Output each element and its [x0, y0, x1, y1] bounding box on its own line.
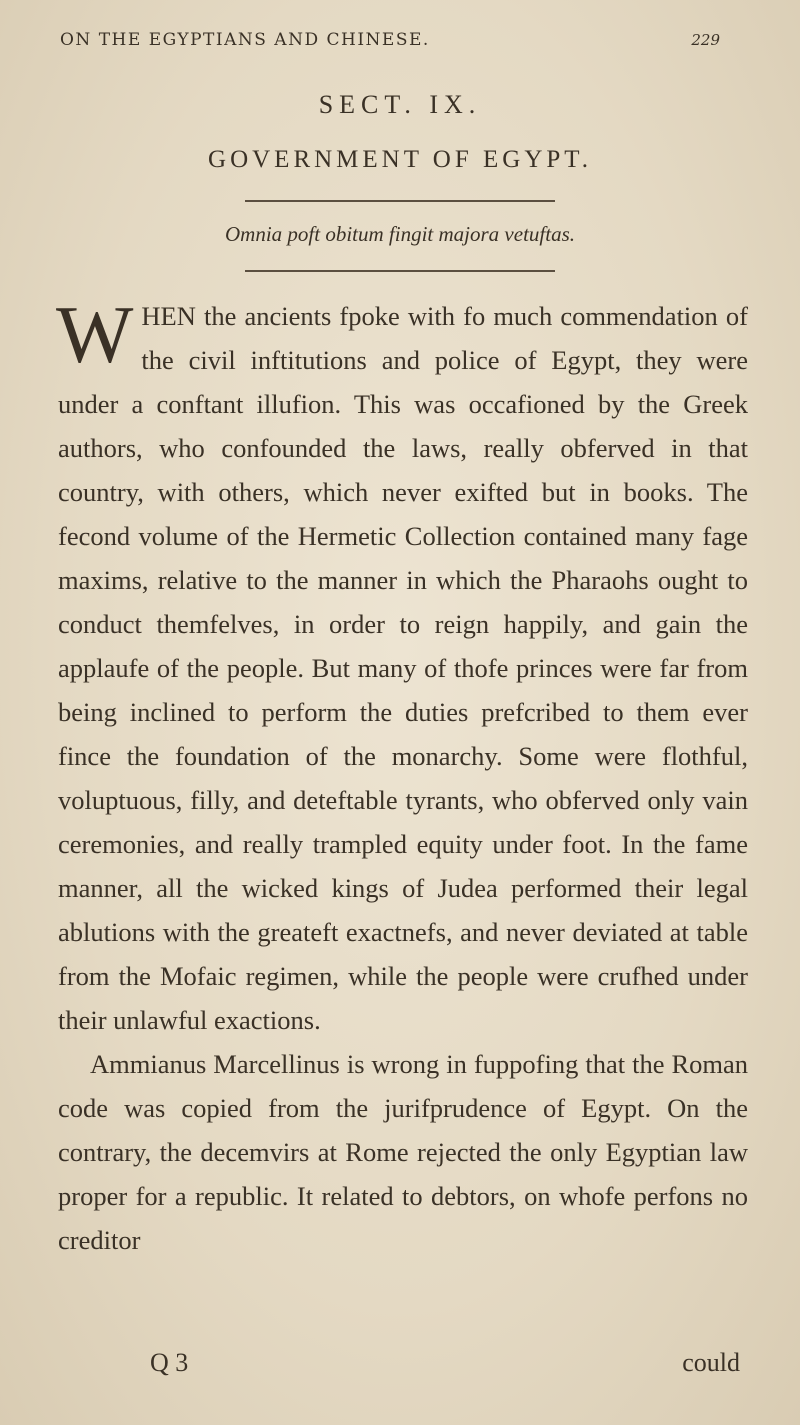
- section-label: SECT. IX.: [318, 90, 482, 119]
- paragraph-1-text: HEN the ancients fpoke with fo much commendation of the civil inftitutions and police of Egypt, they were under a conftant illufion. This was occafioned by the Greek authors, who confounded the laws, really obferved in that country, with others, which never exifted but in books. The fecond volume of the Hermetic Collection contained many fage maxims, relative to the manner in which the Pharaohs ought to conduct themfelves, in order to reign happily, and gain the applaufe of the people. But many of thofe princes were far from being inclined to perform the duties prefcribed to them ever fince the foundation of the monarchy. Some were flothful, voluptuous, filly, and deteftable tyrants, who obferved only vain ceremonies, and really trampled equity under foot. In the fame manner, all the wicked kings of Judea performed their legal ablutions with the greateft exactnefs, and never deviated at table from the Mofaic regimen, while the people were crufhed under their unlawful exactions.: [58, 301, 748, 1035]
- top-rule: [245, 200, 555, 202]
- running-head: [60, 30, 720, 50]
- page-number: 229: [691, 31, 720, 49]
- body-text: [56, 289, 748, 1262]
- signature-mark: Q 3: [150, 1348, 189, 1377]
- page-footer: [150, 1348, 740, 1378]
- paragraph-1: [56, 289, 748, 1042]
- drop-cap: W: [56, 289, 134, 380]
- catchword: could: [682, 1348, 740, 1377]
- running-title: ON THE EGYPTIANS AND CHINESE.: [60, 30, 430, 50]
- paragraph-2: Ammianus Marcellinus is wrong in fuppofing that the Roman code was copied from the jurifprudence of Egypt. On the contrary, the decemvirs at Rome rejected the only Egyptian law proper for a republic. It related to debtors, on whofe perfons no creditor: [58, 1049, 748, 1255]
- section-title: GOVERNMENT OF EGYPT.: [208, 146, 592, 173]
- bottom-rule: [245, 270, 555, 272]
- epigraph: Omnia poft obitum fingit majora vetuftas.: [225, 222, 575, 246]
